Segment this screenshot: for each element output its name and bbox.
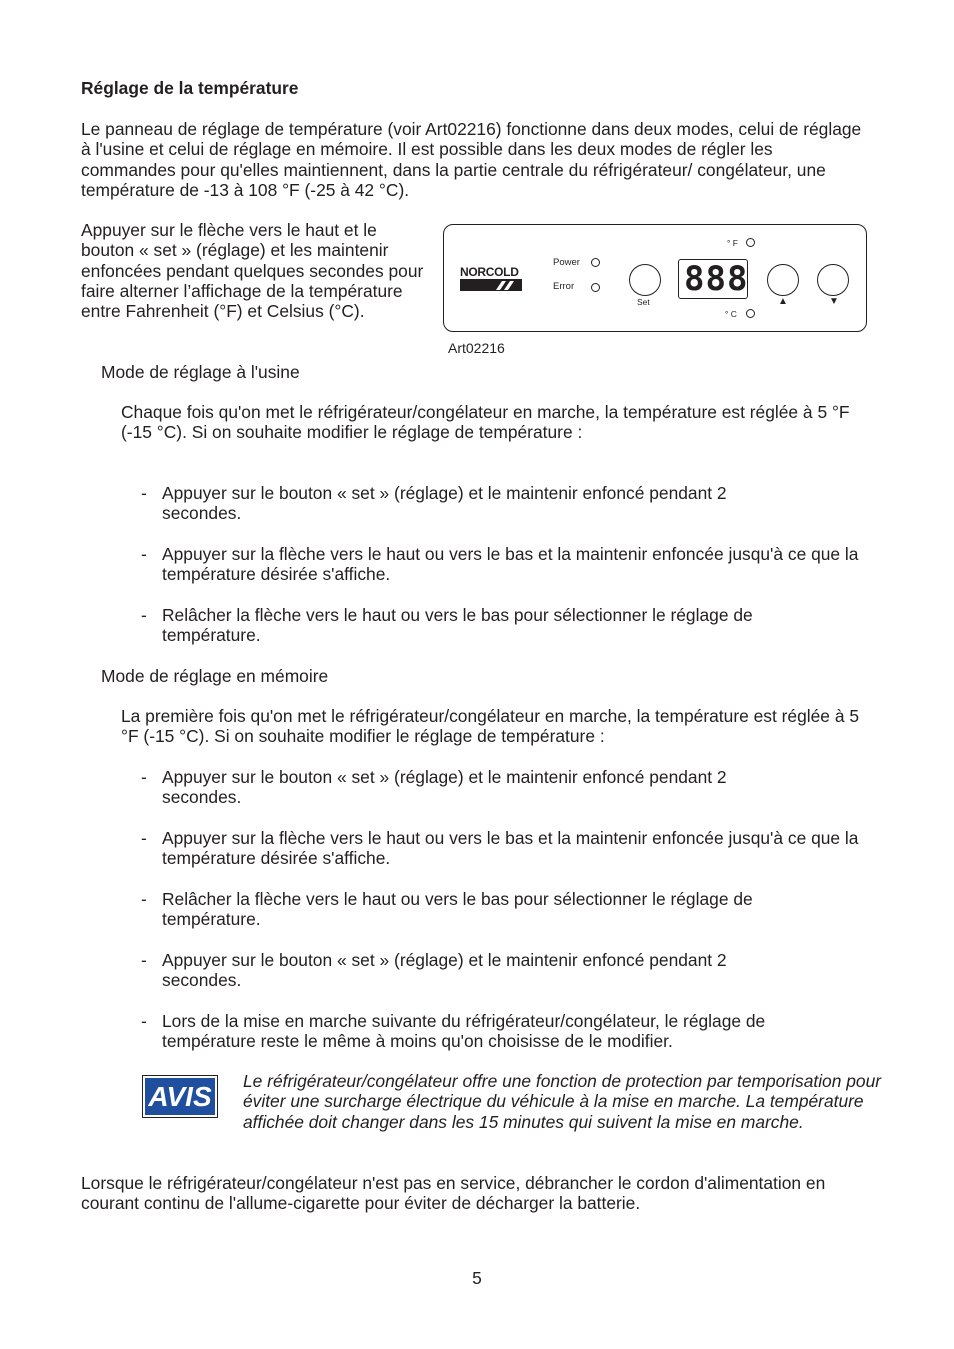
celsius-led-icon: [746, 309, 755, 318]
section-heading: Réglage de la température: [81, 78, 299, 98]
memory-mode-title: Mode de réglage en mémoire: [101, 666, 329, 686]
celsius-label: ° C: [725, 309, 737, 319]
list-item-text: Appuyer sur le bouton « set » (réglage) et le maintenir enfoncé pendant 2 secondes.: [162, 483, 727, 524]
error-led-icon: [591, 283, 600, 292]
display-digits: 888: [684, 259, 749, 299]
page-number: 5: [472, 1268, 482, 1288]
error-label: Error: [553, 281, 575, 292]
list-item-text: Appuyer sur le bouton « set » (réglage) et le maintenir enfoncé pendant 2 secondes.: [162, 950, 727, 991]
toggle-instruction-paragraph: Appuyer sur le flèche vers le haut et le bouton « set » (réglage) et les maintenir enfoncées pendant quelques secondes pour faire alterner l’affichage de la température entre Fahrenheit (°F) et Celsius (°C).: [81, 220, 424, 322]
norcold-logo-text: NORCOLD: [460, 265, 519, 279]
bullet-dash: -: [141, 544, 147, 564]
factory-mode-intro: Chaque fois qu'on met le réfrigérateur/congélateur en marche, la température est réglée à 5 °F (-15 °C). Si on souhaite modifier le réglage de température :: [121, 402, 850, 443]
set-label: Set: [637, 297, 650, 307]
figure-caption: Art02216: [448, 340, 505, 356]
memory-mode-intro: La première fois qu'on met le réfrigérateur/congélateur en marche, la température est réglée à 5 °F (-15 °C). Si on souhaite modifier le réglage de température :: [121, 706, 859, 747]
intro-paragraph: Le panneau de réglage de température (voir Art02216) fonctionne dans deux modes, celui de réglage à l'usine et celui de réglage en mémoire. Il est possible dans les deux modes de régler les commandes pour qu'elles maintiennent, dans la partie centrale du réfrigérateur/ congélateur, une température de -13 à 108 °F (-25 à 42 °C).: [81, 119, 862, 200]
list-item-text: Appuyer sur la flèche vers le haut ou vers le bas et la maintenir enfoncée jusqu'à ce que la température désirée s'affiche.: [162, 828, 859, 869]
bullet-dash: -: [141, 767, 147, 787]
notice-text: Le réfrigérateur/congélateur offre une fonction de protection par temporisation pour éviter une surcharge électrique du véhicule à la mise en marche. La température affichée doit changer dans les 15 minutes qui suivent la mise en marche.: [243, 1071, 882, 1132]
list-item-text: Relâcher la flèche vers le haut ou vers le bas pour sélectionner le réglage de température.: [162, 889, 753, 930]
bullet-dash: -: [141, 889, 147, 909]
closing-paragraph: Lorsque le réfrigérateur/congélateur n'est pas en service, débrancher le cordon d'alimentation en courant continu de l'allume-cigarette pour éviter de décharger la batterie.: [81, 1173, 826, 1214]
factory-mode-title: Mode de réglage à l'usine: [101, 362, 300, 382]
up-arrow-icon: ▲: [778, 296, 788, 307]
norcold-logo-icon: [460, 279, 522, 291]
power-label: Power: [553, 257, 580, 268]
fahrenheit-label: ° F: [727, 238, 738, 248]
list-item-text: Lors de la mise en marche suivante du réfrigérateur/congélateur, le réglage de température reste le même à moins qu'on choisisse de le modifier.: [162, 1011, 766, 1052]
bullet-dash: -: [141, 605, 147, 625]
up-button-icon: [767, 264, 799, 296]
notice-label: AVIS: [148, 1081, 212, 1112]
list-item-text: Relâcher la flèche vers le haut ou vers le bas pour sélectionner le réglage de température.: [162, 605, 753, 646]
bullet-dash: -: [141, 483, 147, 503]
bullet-dash: -: [141, 828, 147, 848]
list-item-text: Appuyer sur la flèche vers le haut ou vers le bas et la maintenir enfoncée jusqu'à ce que la température désirée s'affiche.: [162, 544, 859, 585]
down-arrow-icon: ▼: [829, 296, 839, 307]
power-led-icon: [591, 258, 600, 267]
bullet-dash: -: [141, 1011, 147, 1031]
bullet-dash: -: [141, 950, 147, 970]
set-button-icon: [629, 264, 661, 296]
list-item-text: Appuyer sur le bouton « set » (réglage) et le maintenir enfoncé pendant 2 secondes.: [162, 767, 727, 808]
down-button-icon: [817, 264, 849, 296]
fahrenheit-led-icon: [746, 238, 755, 247]
